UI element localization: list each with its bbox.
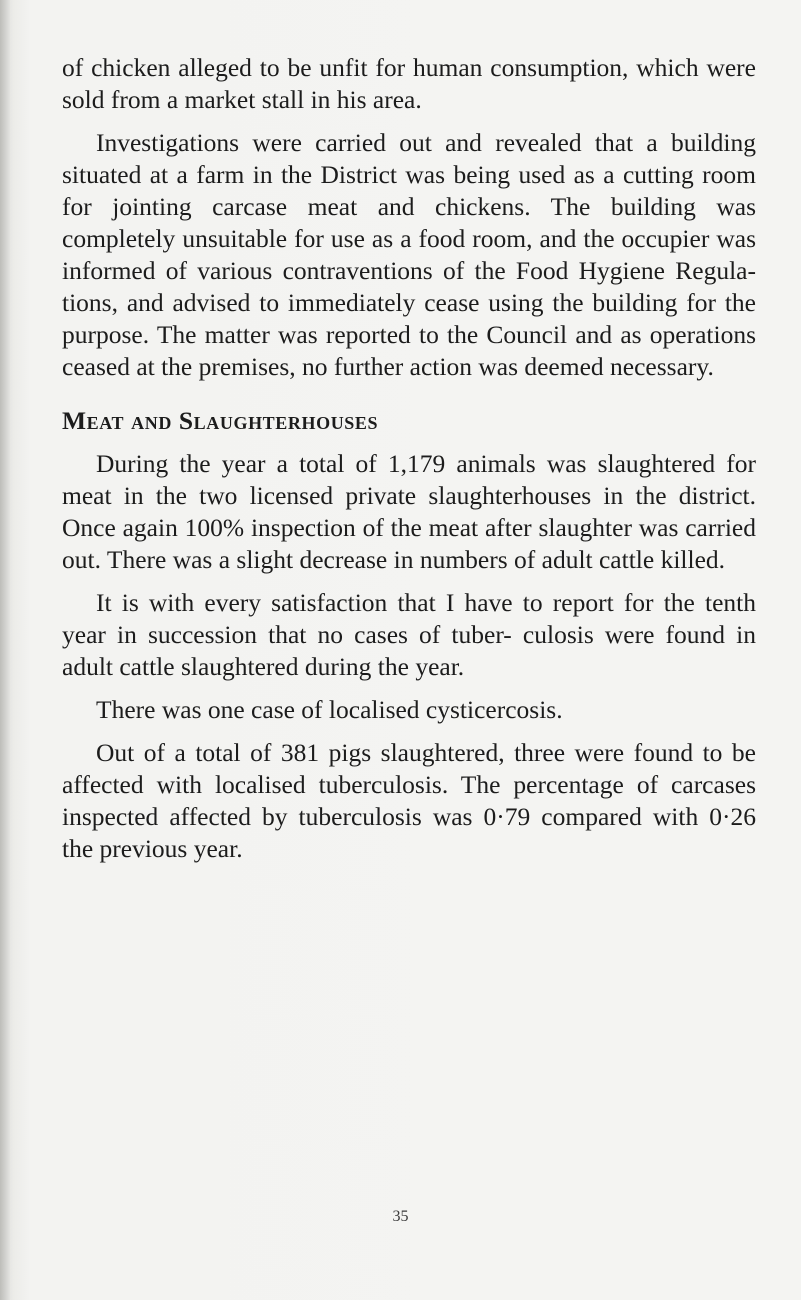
paragraph-tuberculosis-report: It is with every satisfaction that I have to report for the tenth year in succession that no cases of tuber- culosis were found in adult cattle slaughtered during the year. <box>62 588 756 681</box>
section-heading: Meat and Slaughterhouses <box>62 406 379 435</box>
page-content <box>62 52 756 865</box>
paragraph-cysticercosis: There was one case of localised cysticercosis. <box>96 695 563 724</box>
page-number: 35 <box>392 1208 409 1225</box>
paragraph-continuation: of chicken alleged to be unfit for human consumption, which were sold from a market stall in his area. <box>62 53 756 114</box>
paragraph-slaughter-totals: During the year a total of 1,179 animals was slaughtered for meat in the two licensed private slaughterhouses in the district. Once again 100% inspection of the meat after slaughter was carried out. There was a slight decrease in numbers of adult cattle killed. <box>62 449 756 574</box>
paragraph-investigations: Investigations were carried out and revealed that a building situated at a farm in the District was being used as a cutting room for jointing carcase meat and chickens. The building was completely unsuitable for use as a food room, and the occupier was informed of various contraventions of the Food Hygiene Regula- tions, and advised to immediately cease using the building for the purpose. The matter was reported to the Council and as operations ceased at the premises, no further action was deemed necessary. <box>62 128 756 381</box>
paragraph-pigs: Out of a total of 381 pigs slaughtered, three were found to be affected with localised tuberculosis. The percentage of carcases inspected affected by tuberculosis was 0·79 compared with 0·26 the previous year. <box>62 738 756 863</box>
binding-edge <box>0 0 10 1300</box>
